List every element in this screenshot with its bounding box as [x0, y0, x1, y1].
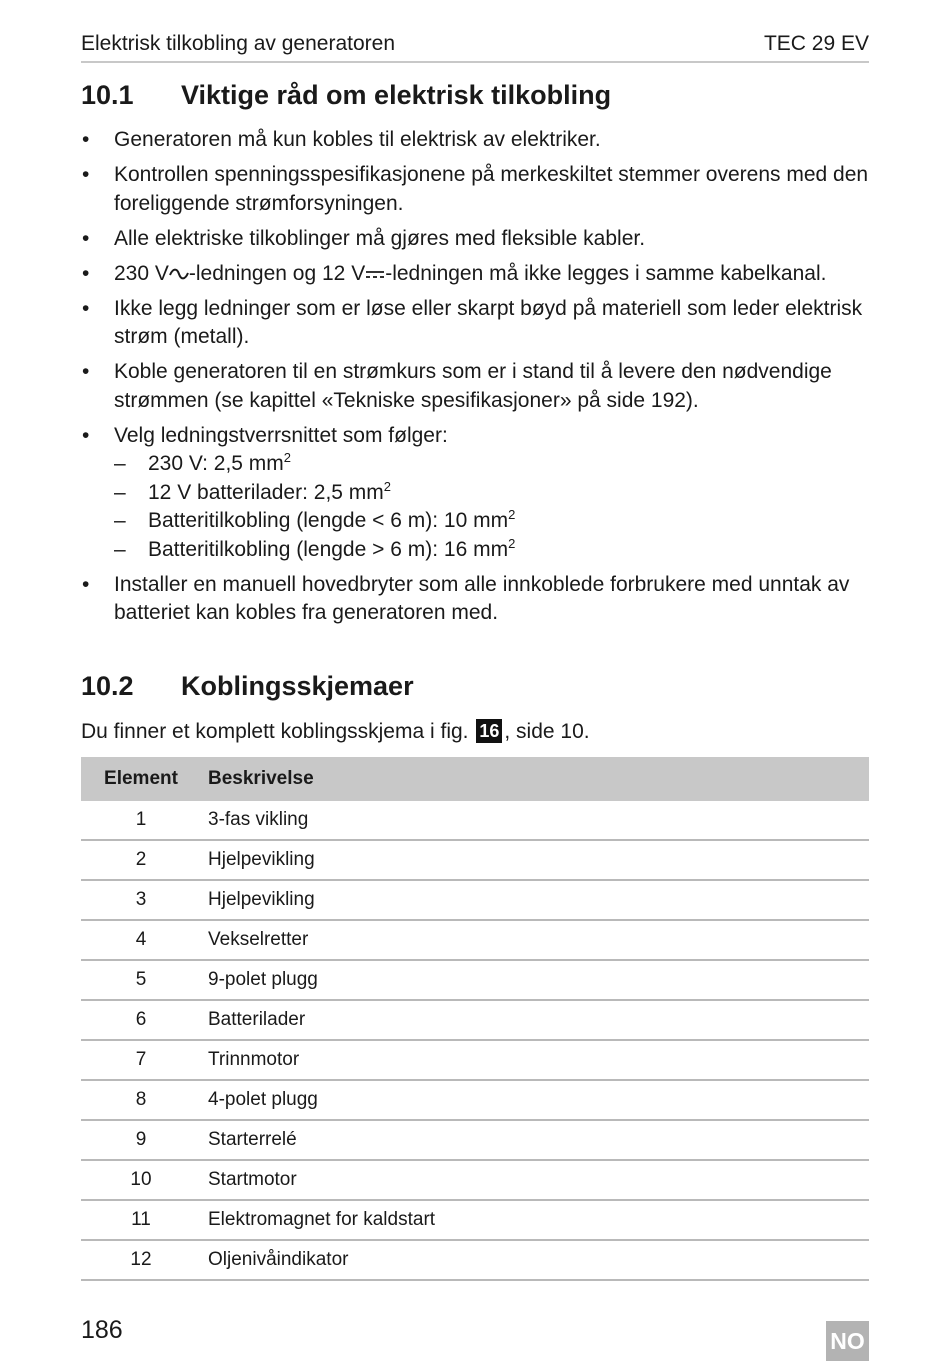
- section-title: Koblingsskjemaer: [181, 671, 414, 701]
- superscript: 2: [383, 478, 392, 494]
- element-description: 3-fas vikling: [201, 801, 869, 840]
- table-row: [81, 920, 869, 960]
- bullet: •: [82, 572, 90, 596]
- superscript: 2: [283, 450, 292, 465]
- section-number: 10.2: [81, 671, 134, 701]
- element-description: Batterilader: [201, 1000, 869, 1040]
- dash: –: [114, 452, 126, 475]
- element-description: Oljenivåindikator: [201, 1240, 869, 1280]
- bullet: •: [82, 360, 90, 383]
- table-row: [81, 801, 869, 840]
- table-header: [81, 757, 869, 801]
- element-description: 4-polet plugg: [201, 1080, 869, 1120]
- element-number: 3: [81, 880, 201, 920]
- element-description: Vekselretter: [201, 920, 869, 960]
- language-badge: NO: [826, 1321, 869, 1361]
- sub-list-item: [114, 479, 869, 508]
- bullet: •: [82, 128, 90, 151]
- list-item-text: Velg ledningstverrsnittet som følger:: [114, 423, 448, 447]
- bullet: •: [82, 423, 90, 447]
- list-item-text: Koble generatoren til en strømkurs som er i stand til å levere den nødvendige strømmen (se kapittel «Tekniske spesifikasjoner» på side 192).: [114, 360, 832, 412]
- section-title: Viktige råd om elektrisk tilkobling: [181, 80, 612, 110]
- element-number: 5: [81, 960, 201, 1000]
- element-number: 1: [81, 801, 201, 840]
- list-item-text: Kontrollen spenningsspesifikasjonene på merkeskiltet stemmer overens med den foreliggende strømforsyningen.: [114, 163, 869, 215]
- sub-list-item: [114, 450, 869, 479]
- element-description: Elektromagnet for kaldstart: [201, 1200, 869, 1240]
- direct-current-icon: [365, 267, 385, 281]
- page-number: 186: [81, 1316, 123, 1344]
- alternating-current-icon: [169, 267, 189, 281]
- table-row: [81, 1240, 869, 1280]
- list-item-text: Ikke legg ledninger som er løse eller skarpt bøyd på materiell som leder elektrisk strøm (metall).: [114, 296, 863, 348]
- list-item: [81, 225, 869, 254]
- connection-advice-list: [81, 126, 869, 634]
- dash: –: [114, 537, 126, 561]
- list-item: [81, 358, 869, 415]
- element-number: 2: [81, 840, 201, 880]
- element-number: 12: [81, 1240, 201, 1280]
- list-item-text: [114, 262, 826, 285]
- table-row: [81, 1200, 869, 1240]
- cable-cross-section-list: [114, 450, 869, 564]
- table-row: [81, 960, 869, 1000]
- wiring-components-table: [81, 757, 869, 1281]
- bullet: •: [82, 163, 90, 186]
- page-header: [81, 31, 869, 63]
- column-header-description: Beskrivelse: [201, 757, 869, 801]
- list-item: [81, 422, 869, 565]
- sub-list-item-text: Batteritilkobling (lengde > 6 m): 16 mm: [148, 537, 509, 561]
- sub-list-item: [114, 507, 869, 536]
- element-number: 10: [81, 1160, 201, 1200]
- table-row: [81, 1080, 869, 1120]
- list-item: [81, 126, 869, 155]
- superscript: 2: [508, 507, 516, 522]
- element-description: Trinnmotor: [201, 1040, 869, 1080]
- sub-list-item: [114, 536, 869, 565]
- element-number: 9: [81, 1120, 201, 1160]
- section-number: 10.1: [81, 80, 134, 110]
- list-item: [81, 260, 869, 289]
- dash: –: [114, 509, 126, 532]
- bullet: •: [82, 261, 90, 285]
- list-item: [81, 295, 869, 352]
- element-number: 6: [81, 1000, 201, 1040]
- element-description: Startmotor: [201, 1160, 869, 1200]
- table-row: [81, 840, 869, 880]
- table-row: [81, 1000, 869, 1040]
- superscript: 2: [508, 535, 516, 551]
- table-header-row: [81, 757, 869, 801]
- element-description: 9-polet plugg: [201, 960, 869, 1000]
- element-description: Starterrelé: [201, 1120, 869, 1160]
- intro-text-end: , side 10.: [504, 720, 590, 743]
- table-body: [81, 801, 869, 1280]
- list-item-text: Generatoren må kun kobles til elektrisk av elektriker.: [114, 128, 601, 151]
- table-row: [81, 1040, 869, 1080]
- element-number: 8: [81, 1080, 201, 1120]
- table-row: [81, 1120, 869, 1160]
- intro-text: Du finner et komplett koblingsskjema i fig.: [81, 720, 469, 743]
- wiring-diagram-reference: [81, 717, 590, 747]
- column-header-element: Element: [81, 757, 201, 801]
- table-row: [81, 1160, 869, 1200]
- bullet: •: [82, 296, 90, 320]
- element-description: Hjelpevikling: [201, 840, 869, 880]
- header-chapter-title: Elektrisk tilkobling av generatoren: [81, 32, 395, 55]
- element-number: 7: [81, 1040, 201, 1080]
- list-item-text-end: -ledningen må ikke legges i samme kabelkanal.: [385, 261, 827, 285]
- header-model-name: TEC 29 EV: [763, 32, 869, 55]
- element-number: 4: [81, 920, 201, 960]
- list-item-text: Installer en manuell hovedbryter som alle innkoblede forbrukere med unntak av batteriet kan kobles fra generatoren med.: [114, 572, 850, 624]
- element-number: 11: [81, 1200, 201, 1240]
- dash: –: [114, 480, 126, 504]
- list-item-text-middle: -ledningen og 12 V: [188, 261, 366, 285]
- list-item: [81, 571, 869, 628]
- list-item-text: Alle elektriske tilkoblinger må gjøres med fleksible kabler.: [114, 226, 646, 250]
- voltage-ac-label: 230 V: [114, 261, 169, 285]
- figure-number-badge: 16: [476, 719, 502, 743]
- sub-list-item-text: Batteritilkobling (lengde < 6 m): 10 mm: [148, 509, 509, 532]
- element-description: Hjelpevikling: [201, 880, 869, 920]
- sub-list-item-text: 12 V batterilader: 2,5 mm: [148, 480, 384, 504]
- list-item: [81, 161, 869, 218]
- sub-list-item-text: 230 V: 2,5 mm: [148, 452, 284, 475]
- table-row: [81, 880, 869, 920]
- bullet: •: [82, 226, 90, 250]
